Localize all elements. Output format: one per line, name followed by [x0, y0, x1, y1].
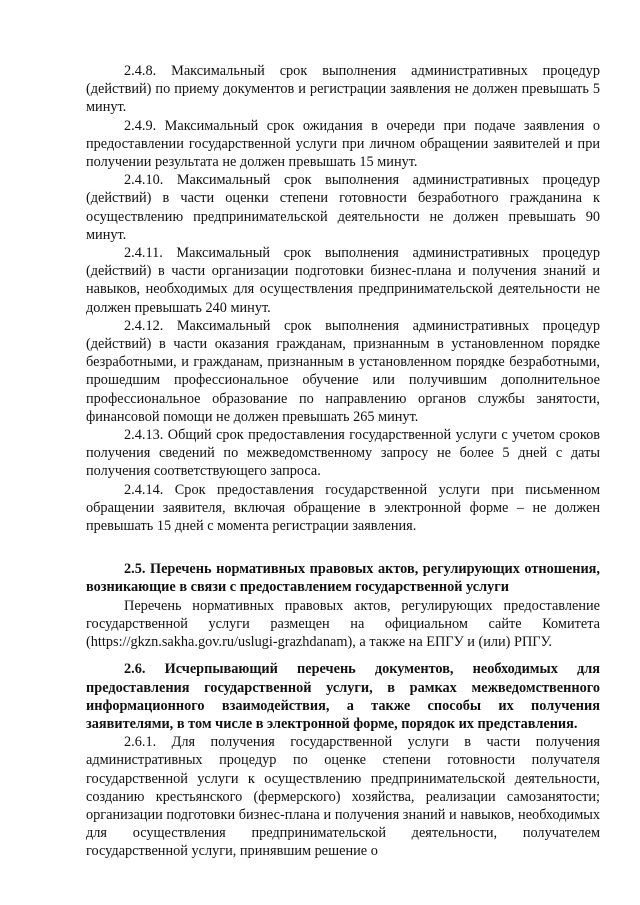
paragraph-2-6-1: 2.6.1. Для получения государственной услуги в части получения административных процедур по оценке степени готовности получателя государственной услуги к осуществлению предпринимательской деятельности, созданию крестьянского (фермерского) хозяйства, реализации самозанятости; организации подготовки бизнес-плана и получения знаний и навыков, необходимых для осуществления предпринимательской деятельности, получателем государственной услуги, принявшим решение о [86, 734, 600, 860]
section-spacer [86, 535, 600, 560]
section-spacer [86, 651, 600, 660]
section-heading-2-6: 2.6. Исчерпывающий перечень документов, необходимых для предоставления государственной услуги, в рамках межведомственного информационного взаимодействия, а также способы их получения заявителями, в том числе в электронной форме, порядок их представления. [86, 661, 600, 732]
paragraph-2-4-13: 2.4.13. Общий срок предоставления государственной услуги с учетом сроков получения сведений по межведомственному запросу не более 5 дней с даты получения соответствующего запроса. [86, 427, 600, 480]
paragraph-2-4-8: 2.4.8. Максимальный срок выполнения административных процедур (действий) по приему документов и регистрации заявления не должен превышать 5 минут. [86, 63, 600, 116]
paragraph-2-5: Перечень нормативных правовых актов, регулирующих предоставление государственной услуги размещен на официальном сайте Комитета (https://gkzn.sakha.gov.ru/uslugi-grazhdanam), а также на ЕПГУ и (или) РПГУ. [86, 597, 600, 651]
paragraph-2-4-10: 2.4.10. Максимальный срок выполнения административных процедур (действий) в части оценки степени готовности безработного гражданина к осуществлению предпринимательской деятельности не должен превышать 90 минут. [86, 172, 600, 243]
paragraph-2-4-14: 2.4.14. Срок предоставления государственной услуги при письменном обращении заявителя, включая обращение в электронной форме – не должен превышать 15 дней с момента регистрации заявления. [86, 481, 600, 535]
paragraph-2-4-9: 2.4.9. Максимальный срок ожидания в очереди при подаче заявления о предоставлении государственной услуги при личном обращении заявителей и при получении результата не должен превышать 15 минут. [86, 117, 600, 171]
document-page [86, 62, 600, 861]
section-heading-2-5: 2.5. Перечень нормативных правовых актов, регулирующих отношения, возникающие в связи с предоставлением государственной услуги [86, 561, 600, 596]
paragraph-2-4-11: 2.4.11. Максимальный срок выполнения административных процедур (действий) в части организации подготовки бизнес-плана и получения знаний и навыков, необходимых для осуществления предпринимательской деятельности не должен превышать 240 минут. [86, 245, 600, 316]
paragraph-2-4-12: 2.4.12. Максимальный срок выполнения административных процедур (действий) в части оказания гражданам, признанным в установленном порядке безработными, и гражданам, признанным в установленном порядке безработными, прошедшим профессиональное обучение или получившим дополнительное профессиональное образование по направлению органов службы занятости, финансовой помощи не должен превышать 265 минут. [86, 317, 600, 425]
